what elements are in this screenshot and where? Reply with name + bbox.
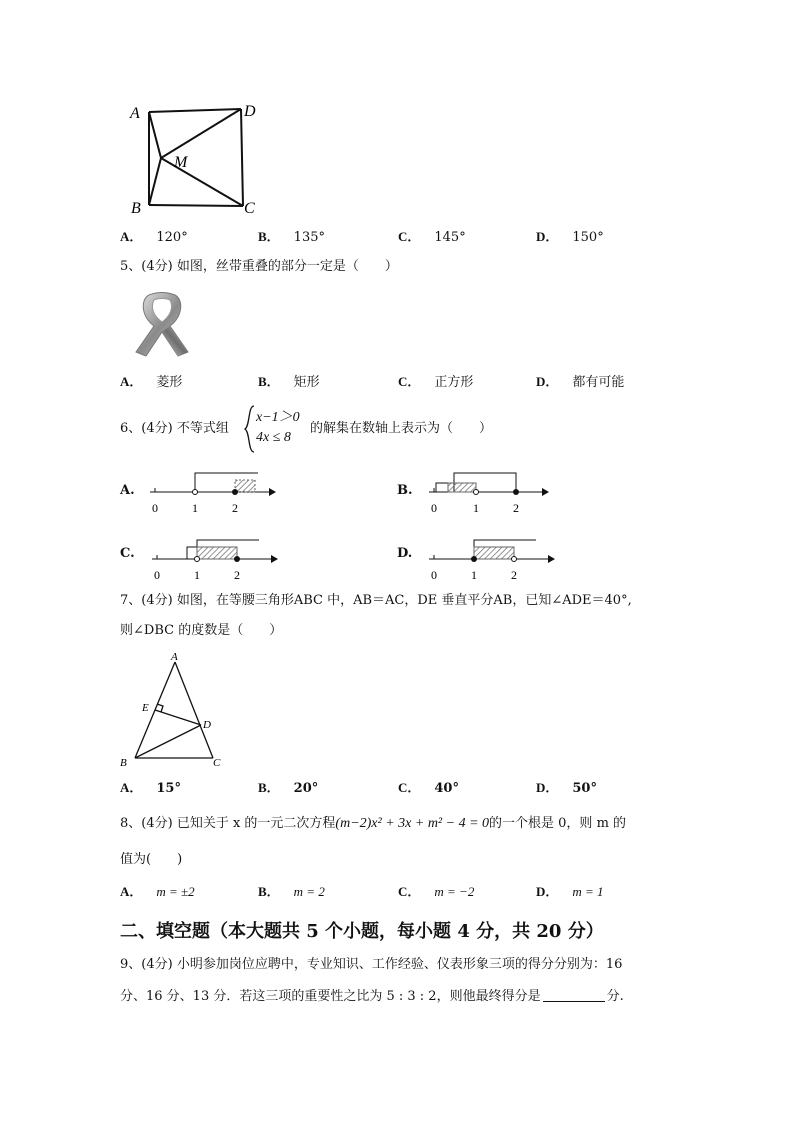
q7-label-c: C [213,757,221,769]
q6-c-tick-1: 1 [194,568,200,582]
q9-line1: 9、(4分) 小明参加岗位应聘中，专业知识、工作经验、仪表形象三项的得分分别为：16 [120,957,623,972]
q4-option-d[interactable]: D． 150° [536,229,604,245]
q4-option-b[interactable]: B． 135° [258,229,325,245]
q8-stem-post: 的一个根是 0，则 m 的 [489,816,627,831]
q7-figure [115,650,230,772]
q6-b-tick-1: 1 [473,501,479,515]
q8-option-d[interactable]: D． m = 1 [536,884,604,899]
q7-label-b: B [120,757,127,769]
q6-inequality-1: x−1＞0 [256,410,300,425]
q4-label-b: B [131,200,141,217]
q4-edge-ad [149,109,241,112]
q4-label-a: A [130,105,140,122]
q6-stem-suffix: 的解集在数轴上表示为（ ） [310,421,493,436]
q4-edge-cb [149,205,243,206]
q6-option-c-letter[interactable]: C. [120,546,135,561]
q6-option-d-letter[interactable]: D. [397,546,413,561]
q6-option-b-numberline[interactable] [424,470,554,518]
q4-seg-bm [149,158,161,205]
q8-equation: (m−2)x² + 3x + m² − 4 = 0 [335,816,490,831]
q4-label-c: C [244,200,255,217]
q5-stem: 5、(4分) 如图，丝带重叠的部分一定是（ ） [120,259,398,274]
q6-d-tick-0: 0 [431,568,437,582]
q9-answer-blank[interactable] [543,987,605,1002]
q8-option-b[interactable]: B． m = 2 [258,884,325,899]
q4-label-d: D [244,103,256,120]
q5-ribbon-image [130,286,196,360]
section2-heading: 二、填空题（本大题共 5 个小题，每小题 4 分，共 20 分） [120,921,604,942]
q7-label-a: A [171,651,178,663]
q6-c-tick-2: 2 [234,568,240,582]
q6-a-tick-0: 0 [152,501,158,515]
q7-option-a[interactable]: A． 15° [120,780,181,796]
q8-stem [120,815,626,833]
q7-option-c[interactable]: C． 40° [398,780,459,796]
q6-b-tick-0: 0 [431,501,437,515]
q7-seg-ed [155,710,201,725]
q6-d-tick-2: 2 [511,568,517,582]
q6-inequality-2: 4x ≤ 8 [256,430,291,445]
q4-figure [125,98,265,218]
q6-d-tick-1: 1 [471,568,477,582]
q6-option-c-numberline[interactable] [147,534,282,584]
q6-option-b-letter[interactable]: B. [397,483,413,498]
q6-option-a-numberline[interactable] [145,470,280,518]
q5-option-c[interactable]: C． 正方形 [398,374,474,390]
q9-line2-post: 分. [606,989,624,1004]
q7-seg-bd [135,725,201,758]
q6-stem-prefix: 6、(4分) 不等式组 [120,421,229,436]
q6-b-tick-2: 2 [513,501,519,515]
q6-option-a-letter[interactable]: A. [120,483,135,498]
q8-option-c[interactable]: C． m = −2 [398,884,475,899]
q7-label-e: E [142,702,149,714]
q4-seg-am [149,112,161,158]
q4-option-a[interactable]: A． 120° [120,229,188,245]
q5-option-a[interactable]: A． 菱形 [120,374,183,390]
q9-line2 [120,987,624,1006]
q5-option-b[interactable]: B． 矩形 [258,374,320,390]
q4-label-m: M [174,154,188,171]
q8-option-a[interactable]: A． m = ±2 [120,884,195,899]
q4-edge-dc [241,109,243,206]
q7-edge-ac [175,662,213,758]
q7-label-d: D [203,719,211,731]
q6-a-tick-1: 1 [192,501,198,515]
q4-seg-dm [161,109,241,158]
q6-option-d-numberline[interactable] [424,534,559,584]
q6-c-tick-0: 0 [154,568,160,582]
q6-brace [244,404,256,454]
q8-stem-line2: 值为( ) [120,852,183,867]
q7-option-b[interactable]: B． 20° [258,780,319,796]
q7-option-d[interactable]: D． 50° [536,780,597,796]
q7-stem-line1: 7、(4分) 如图，在等腰三角形ABC 中，AB＝AC，DE 垂直平分AB，已知∠ADE＝40°, [120,593,632,608]
q4-option-c[interactable]: C． 145° [398,229,466,245]
q8-stem-pre: 8、(4分) 已知关于 x 的一元二次方程 [120,816,336,831]
q5-option-d[interactable]: D． 都有可能 [536,374,625,390]
q7-stem-line2: 则∠DBC 的度数是（ ） [120,623,283,638]
q6-a-tick-2: 2 [232,501,238,515]
q9-line2-pre: 分、16 分、13 分．若这三项的重要性之比为 5 : 3 : 2，则他最终得分是 [120,989,541,1004]
